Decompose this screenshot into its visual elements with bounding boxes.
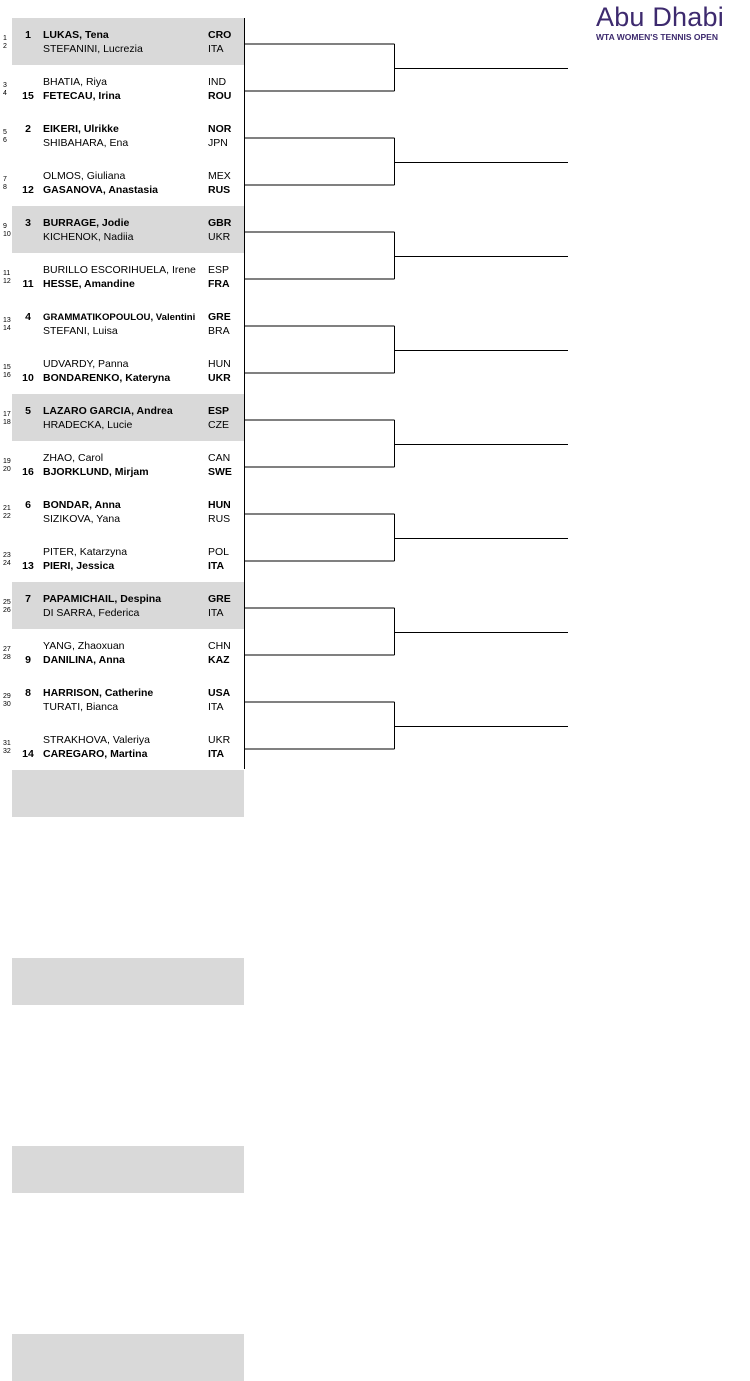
player-name: BHATIA, Riya xyxy=(43,76,107,88)
player-name: GRAMMATIKOPOULOU, Valentini xyxy=(43,312,196,323)
draw-position: 19 xyxy=(3,458,11,465)
draw-position: 31 xyxy=(3,740,11,747)
player-name: SHIBAHARA, Ena xyxy=(43,137,129,149)
draw-position: 13 xyxy=(3,317,11,324)
draw-position: 25 xyxy=(3,599,11,606)
draw-position: 4 xyxy=(3,90,7,97)
player-name: TURATI, Bianca xyxy=(43,701,119,713)
player-name: HRADECKA, Lucie xyxy=(43,419,133,431)
player-country: ROU xyxy=(208,90,232,102)
seed-number: 12 xyxy=(22,184,34,196)
player-name: GASANOVA, Anastasia xyxy=(43,184,158,196)
player-country: HUN xyxy=(208,358,231,370)
player-name: CAREGARO, Martina xyxy=(43,748,148,760)
draw-position: 20 xyxy=(3,466,11,473)
player-country: UKR xyxy=(208,372,231,384)
logo-subtitle: WTA WOMEN'S TENNIS OPEN xyxy=(596,32,718,42)
player-country: BRA xyxy=(208,325,230,337)
player-country: POL xyxy=(208,546,230,558)
player-country: GRE xyxy=(208,593,231,605)
draw-position: 15 xyxy=(3,364,11,371)
draw-position: 3 xyxy=(3,82,7,89)
player-country: ITA xyxy=(208,701,224,713)
seed-number: 11 xyxy=(22,278,34,290)
player-country: ITA xyxy=(208,43,224,55)
player-name: HARRISON, Catherine xyxy=(43,687,154,699)
player-name: BURILLO ESCORIHUELA, Irene xyxy=(43,264,196,276)
logo-title: Abu Dhabi xyxy=(596,2,724,32)
player-name: STRAKHOVA, Valeriya xyxy=(43,734,150,746)
player-country: NOR xyxy=(208,123,232,135)
player-name: FETECAU, Irina xyxy=(43,90,121,102)
draw-position: 8 xyxy=(3,184,7,191)
player-name: PAPAMICHAIL, Despina xyxy=(43,593,162,605)
draw-position: 12 xyxy=(3,278,11,285)
player-name: STEFANI, Luisa xyxy=(43,325,118,337)
draw-position: 24 xyxy=(3,560,11,567)
seed-number: 5 xyxy=(25,405,31,417)
draw-position: 11 xyxy=(3,270,11,277)
player-country: CZE xyxy=(208,419,229,431)
player-country: GRE xyxy=(208,311,231,323)
player-country: KAZ xyxy=(208,654,230,666)
player-country: GBR xyxy=(208,217,232,229)
seed-number: 8 xyxy=(25,687,31,699)
seed-number: 15 xyxy=(22,90,34,102)
match-shade xyxy=(12,1334,244,1381)
player-country: RUS xyxy=(208,513,231,525)
draw-position: 17 xyxy=(3,411,11,418)
player-country: USA xyxy=(208,687,231,699)
player-name: BJORKLUND, Mirjam xyxy=(43,466,149,478)
player-name: DI SARRA, Federica xyxy=(43,607,140,619)
draw-position: 22 xyxy=(3,513,11,520)
match-shade xyxy=(12,770,244,817)
seed-number: 3 xyxy=(25,217,31,229)
player-country: ITA xyxy=(208,748,225,760)
draw-position: 1 xyxy=(3,35,7,42)
player-country: JPN xyxy=(208,137,228,149)
draw-position: 16 xyxy=(3,372,11,379)
player-name: STEFANINI, Lucrezia xyxy=(43,43,143,55)
player-name: BURRAGE, Jodie xyxy=(43,217,130,229)
player-name: PIERI, Jessica xyxy=(43,560,115,572)
player-name: LUKAS, Tena xyxy=(43,29,109,41)
draw-position: 5 xyxy=(3,129,7,136)
player-country: CRO xyxy=(208,29,232,41)
seed-number: 9 xyxy=(25,654,31,666)
player-country: CHN xyxy=(208,640,231,652)
player-country: ITA xyxy=(208,560,225,572)
tournament-logo xyxy=(596,2,724,42)
player-country: MEX xyxy=(208,170,231,182)
player-name: YANG, Zhaoxuan xyxy=(43,640,125,652)
match-shade xyxy=(12,1146,244,1193)
draw-position: 28 xyxy=(3,654,11,661)
seed-number: 16 xyxy=(22,466,34,478)
draw-position: 2 xyxy=(3,43,7,50)
match-shade xyxy=(12,958,244,1005)
seed-number: 4 xyxy=(25,311,31,323)
seed-number: 2 xyxy=(25,123,31,135)
player-name: PITER, Katarzyna xyxy=(43,546,128,558)
player-name: UDVARDY, Panna xyxy=(43,358,129,370)
player-name: OLMOS, Giuliana xyxy=(43,170,126,182)
player-name: BONDAR, Anna xyxy=(43,499,121,511)
player-country: SWE xyxy=(208,466,232,478)
draw-position: 29 xyxy=(3,693,11,700)
seed-number: 6 xyxy=(25,499,31,511)
player-country: ESP xyxy=(208,264,230,276)
player-country: HUN xyxy=(208,499,231,511)
player-country: FRA xyxy=(208,278,230,290)
player-country: CAN xyxy=(208,452,231,464)
draw-position: 23 xyxy=(3,552,11,559)
draw-position: 21 xyxy=(3,505,11,512)
draw-position: 18 xyxy=(3,419,11,426)
seed-number: 1 xyxy=(25,29,31,41)
draw-position: 6 xyxy=(3,137,7,144)
draw-position: 32 xyxy=(3,748,11,755)
player-country: ESP xyxy=(208,405,230,417)
player-name: DANILINA, Anna xyxy=(43,654,125,666)
draw-position: 14 xyxy=(3,325,11,332)
seed-number: 10 xyxy=(22,372,34,384)
seed-number: 14 xyxy=(22,748,34,760)
player-name: ZHAO, Carol xyxy=(43,452,104,464)
player-name: KICHENOK, Nadiia xyxy=(43,231,134,243)
player-name: BONDARENKO, Kateryna xyxy=(43,372,171,384)
player-name: HESSE, Amandine xyxy=(43,278,135,290)
draw-position: 9 xyxy=(3,223,7,230)
player-country: UKR xyxy=(208,734,231,746)
draw-position: 27 xyxy=(3,646,11,653)
player-country: RUS xyxy=(208,184,231,196)
draw-position: 26 xyxy=(3,607,11,614)
seed-number: 7 xyxy=(25,593,31,605)
draw-position: 30 xyxy=(3,701,11,708)
player-country: UKR xyxy=(208,231,231,243)
draw-position: 10 xyxy=(3,231,11,238)
player-country: IND xyxy=(208,76,227,88)
player-name: EIKERI, Ulrikke xyxy=(43,123,119,135)
player-name: SIZIKOVA, Yana xyxy=(43,513,121,525)
seed-number: 13 xyxy=(22,560,34,572)
draw-position: 7 xyxy=(3,176,7,183)
player-country: ITA xyxy=(208,607,224,619)
player-name: LAZARO GARCIA, Andrea xyxy=(43,405,173,417)
